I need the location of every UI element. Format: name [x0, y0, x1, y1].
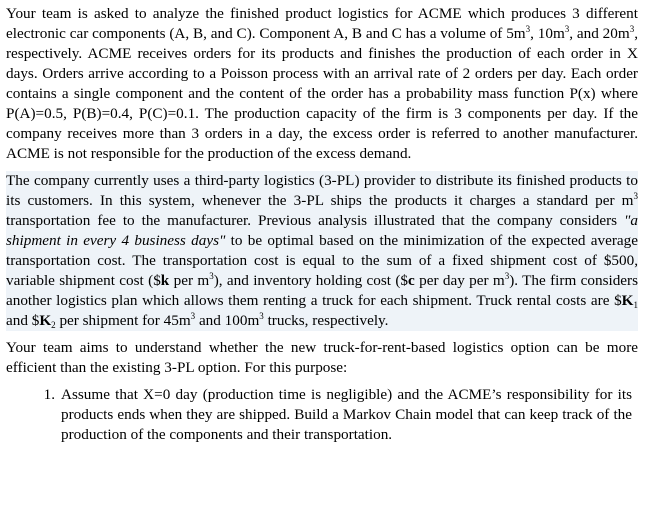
variable-k2: K [39, 312, 52, 329]
superscript: 3 [209, 271, 214, 281]
numbered-list [6, 385, 638, 445]
text-run: Your team is asked to analyze the finished product logistics for ACME which produces 3 different electronic car components (A, B, and C). Component A, B and C has a volume of 5m [6, 5, 638, 42]
text-run: , respectively. ACME receives orders for its products and finishes the production of each order in X days. Orders arrive according to a Poisson process with an arrival rate of 2 orders per day. Each order contains a single component and the content of the order has a probability mass function P(x) where P(A)=0.5, P(B)=0.4, P(C)=0.1. The production capacity of the firm is 3 components per day. If the company receives more than 3 orders in a day, the excess order is referred to another manufacturer. ACME is not responsible for the production of the excess demand. [6, 25, 638, 162]
superscript: 3 [259, 311, 264, 321]
text-run: trucks, respectively. [263, 312, 389, 329]
text-run: and 100m [195, 312, 260, 329]
variable-k: k [160, 272, 170, 289]
quoted-phrase: "a shipment in every 4 business days" [6, 212, 638, 249]
paragraph-logistics [6, 171, 638, 331]
document-page [6, 4, 638, 445]
variable-k1: K [621, 292, 634, 309]
list-item-number: 1. [43, 386, 55, 403]
text-run: , 10m [530, 25, 565, 42]
text-run: to be optimal based on the minimization of the expected average transportation cost. The transportation cost is equal to the sum of a fixed shipment cost of $500, variable shipment cost ($ [6, 232, 638, 289]
superscript: 3 [633, 191, 638, 201]
list-item [6, 385, 638, 445]
superscript: 3 [525, 24, 531, 34]
text-run: , and 20m [569, 25, 630, 42]
paragraph-objective: Your team aims to understand whether the new truck-for-rent-based logistics option can be more efficient than the existing 3-PL option. For this purpose: [6, 339, 638, 376]
text-run: The company currently uses a third-party logistics (3-PL) provider to distribute its finished products to its customers. In this system, whenever the 3-PL ships the products it charges a standard per m [6, 172, 638, 209]
text-run: ). The firm considers another logistics plan which allows them renting a truck for each shipment. Truck rental costs are $ [6, 272, 638, 309]
text-run: per day per m [414, 272, 505, 289]
text-run: transportation fee to the manufacturer. Previous analysis illustrated that the company considers [6, 212, 625, 229]
variable-c: c [408, 272, 415, 289]
superscript: 3 [564, 24, 570, 34]
paragraph-problem-setup [6, 4, 638, 164]
text-run: per m [169, 272, 210, 289]
superscript: 3 [190, 311, 196, 321]
subscript: 2 [51, 320, 56, 330]
text-run: ), and inventory holding cost ($ [213, 272, 408, 289]
subscript: 1 [633, 300, 638, 310]
superscript: 3 [504, 271, 510, 281]
text-run: per shipment for 45m [55, 312, 191, 329]
list-item-text: Assume that X=0 day (production time is negligible) and the ACME’s responsibility for its products ends when they are shipped. Build a Markov Chain model that can keep track of the production of the components and their transportation. [61, 386, 632, 443]
text-run: and $ [6, 312, 40, 329]
superscript: 3 [629, 24, 635, 34]
